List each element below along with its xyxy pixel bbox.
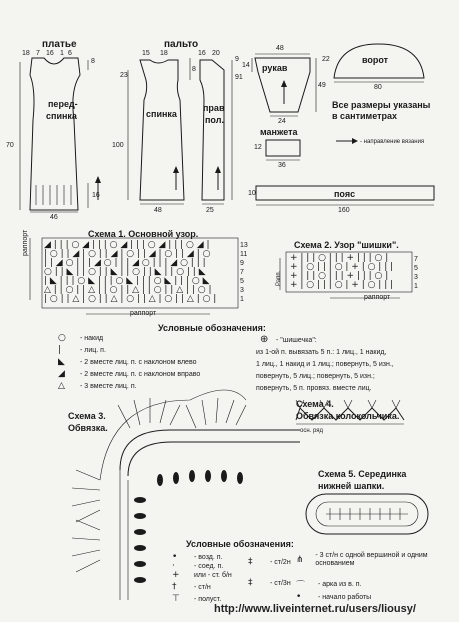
dress-width: 46	[50, 214, 58, 221]
scheme5-title: Схема 5. Серединка	[318, 469, 407, 479]
legend2-item: ‡ - ст/3н	[248, 578, 291, 588]
scheme5-subtitle: нижней шапки.	[318, 481, 385, 491]
legend1-title: Условные обозначения:	[158, 323, 266, 333]
dress-piece-label: спинка	[46, 111, 77, 121]
coat-front-dim-2: 20	[212, 50, 220, 57]
scheme2-grid: + | | | ○ | | | + | | | ○ | + | ○ | | | ○ | + | ○ | | | + | | | ○ | | | + | | | ○ | + | ○ | | | ○ | + | ○ | | |	[290, 253, 394, 290]
scheme3-subtitle: Обвязка.	[68, 423, 108, 433]
size-note: Все размеры указаны в сантиметрах	[332, 100, 431, 121]
legend2-item: ⌒ - арка из в. п.	[296, 578, 362, 591]
sleeve-title: рукав	[262, 63, 288, 73]
stick-icon: |	[58, 345, 62, 355]
coat-back-dim-2: 18	[160, 50, 168, 57]
legend2-item: • - начало работы	[296, 592, 372, 602]
dress-dim-1: 18	[22, 50, 30, 57]
chain-icon: •	[172, 552, 178, 562]
dress-title: платье	[42, 39, 77, 50]
legend1-item: ◣ - 2 вместе лиц. п. с наклоном влево	[58, 357, 197, 367]
scheme4-title: Схема 4.	[296, 399, 334, 409]
coat-dim-8: 8	[192, 66, 196, 73]
legend2-item: · - соед. п.	[172, 561, 224, 571]
cluster-icon: ⋔	[296, 555, 304, 565]
legend2-item: † - ст/н	[172, 582, 211, 592]
dress-dim-3: 16	[46, 50, 54, 57]
scheme1-grid: ◢ | | | ○ ◢ | | | ○ ◢ | | | ○ ◢ | | | ○ ◢ | | ○ | | ◢ | ○ | | ◢ | ○ | | ◢ | ○ | | ◢ | ○ | | ◢ ○ | | | ◢ ○ | | | ◢ ○ | | | ◢ ○ | | | ○ | | ◣ | | ○ | | ◣ | | ○ | | ◣ | | ○ | | ◣ | ◣ | | | ○ ◣ | | | ○ ◣ | | | ○ ◣ | | | ○ ◣ △ | | ○ | | △ | | ○ | | △ | | ○ | | △ | | ○ | | ○ | | △ | ○ | | △ | ○ | | △ | ○ | | △ | ○ |	[44, 240, 217, 304]
triangle-icon: △	[58, 381, 65, 391]
dress-height: 70	[6, 142, 14, 149]
dress-outline	[20, 58, 88, 212]
coat-back-dim-1: 15	[142, 50, 150, 57]
bobble-line-3: повернуть, 5 лиц.; повернуть, 5 изн.;	[256, 373, 375, 380]
legend2-item: ‡ - ст/2н	[248, 557, 291, 567]
dress-dim-4: 1	[60, 50, 64, 57]
dress-dim-5: 6	[68, 50, 72, 57]
collar-width: 80	[374, 84, 382, 91]
circle-icon: ○	[58, 333, 66, 343]
scheme1-rapport-bottom: раппорт	[130, 310, 157, 317]
dc2-icon: ‡	[248, 557, 253, 567]
sleeve-top-dim: 48	[276, 45, 284, 52]
legend2-item: + или - ст. б/н	[172, 570, 232, 580]
belt-height: 10	[248, 190, 256, 197]
scheme2-row-3: 3	[414, 274, 418, 281]
scheme1-row-3: 3	[240, 287, 244, 294]
scheme5-oval	[306, 494, 428, 534]
scheme1-row-11: 11	[240, 251, 248, 258]
coat-front-label: пол.	[205, 115, 224, 125]
legend1-item: | - лиц. п.	[58, 345, 106, 355]
legend1-item: ○ - накид	[58, 333, 104, 343]
coat-front-width: 25	[206, 207, 214, 214]
sleeve-bottom: 24	[278, 118, 286, 125]
legend1-item: ◢ - 2 вместе лиц. п. с наклоном вправо	[58, 369, 201, 379]
scheme2-rapport-bottom: раппорт	[364, 294, 391, 301]
coat-back-dim: 23	[120, 72, 128, 79]
scheme4-base-row: осн. ряд	[300, 428, 324, 434]
scheme2-row-1: 1	[414, 283, 418, 290]
scheme1-title: Схема 1. Основной узор.	[88, 229, 199, 239]
legend2-item: ⊤ - полуст.	[172, 594, 222, 604]
scheme2-rapport-side: Рапп.	[276, 270, 282, 286]
collar-title: ворот	[362, 55, 389, 65]
cuff-title: манжета	[260, 127, 298, 137]
coat-dim-91: 91	[235, 74, 243, 81]
coat-back-label: спинка	[146, 109, 177, 119]
scheme2-title: Схема 2. Узор "шишки".	[294, 240, 399, 250]
dress-piece-1: перед-	[48, 99, 78, 109]
sleeve-side-dim: 14	[242, 62, 250, 69]
coat-dim-9: 9	[235, 56, 239, 63]
coat-title: пальто	[164, 39, 199, 50]
scheme1-row-7: 7	[240, 269, 244, 276]
slip-icon: ·	[172, 561, 175, 571]
coat-front-label-1: прав	[203, 103, 225, 113]
coat-front	[200, 60, 232, 204]
right-dec-icon: ◢	[58, 369, 65, 379]
scheme1-rapport-side: раппорт	[22, 229, 29, 256]
coat-height: 100	[112, 142, 124, 149]
cuff-width: 36	[278, 162, 286, 169]
cuff-outline	[266, 140, 300, 160]
scheme3-title: Схема 3.	[68, 411, 106, 421]
dress-dim-2: 7	[36, 50, 40, 57]
belt-title: пояс	[334, 189, 356, 199]
direction-arrow	[336, 138, 358, 144]
arch-icon: ⌒	[296, 581, 306, 591]
belt-width: 160	[338, 207, 350, 214]
dc-icon: †	[172, 582, 177, 592]
dc3-icon: ‡	[248, 578, 253, 588]
bobble-title: - "шишечка":	[276, 337, 317, 344]
scheme1-row-13: 13	[240, 242, 248, 249]
scheme2-row-5: 5	[414, 265, 418, 272]
coat-front-dim-1: 16	[198, 50, 206, 57]
dress-right-dim: 8	[91, 58, 95, 65]
source-url: http://www.liveinternet.ru/users/liousy/	[214, 603, 416, 615]
legend2-item: ⋔ - 3 ст/н с одной вершиной и одним основанием	[296, 552, 428, 567]
bobble-line-1: из 1-ой п. вывязать 5 п.: 1 лиц., 1 накид,	[256, 349, 387, 356]
hdc-icon: +	[172, 570, 180, 580]
scheme2-row-7: 7	[414, 256, 418, 263]
half-dc-icon: ⊤	[172, 594, 180, 604]
legend2-item: • - возд. п.	[172, 552, 223, 562]
sleeve-height: 49	[318, 82, 326, 89]
knitting-arrows	[95, 80, 287, 200]
cuff-height: 12	[254, 144, 262, 151]
scheme1-row-5: 5	[240, 278, 244, 285]
legend2-title: Условные обозначения:	[186, 539, 294, 549]
scheme4-subtitle: Обвязка колокольчика.	[296, 411, 400, 421]
direction-note: - направление вязания	[360, 139, 425, 145]
bobble-line-4: повернуть, 5 п. провяз. вместе лиц.	[256, 385, 372, 392]
scheme1-row-1: 1	[240, 296, 244, 303]
dress-bottom: 16	[92, 192, 100, 199]
start-icon: •	[296, 592, 302, 602]
coat-back-width: 48	[154, 207, 162, 214]
left-dec-icon: ◣	[58, 357, 65, 367]
dress-bobbles	[36, 185, 71, 205]
collar-height: 22	[322, 56, 330, 63]
scheme1-row-9: 9	[240, 260, 244, 267]
coat-back	[128, 58, 190, 204]
bobble-icon: ⊕	[260, 334, 269, 345]
legend1-item: △ - 3 вместе лиц. п.	[58, 381, 137, 391]
bobble-line-2: 1 лиц., 1 накид и 1 лиц.; повернуть, 5 изн.,	[256, 361, 394, 368]
